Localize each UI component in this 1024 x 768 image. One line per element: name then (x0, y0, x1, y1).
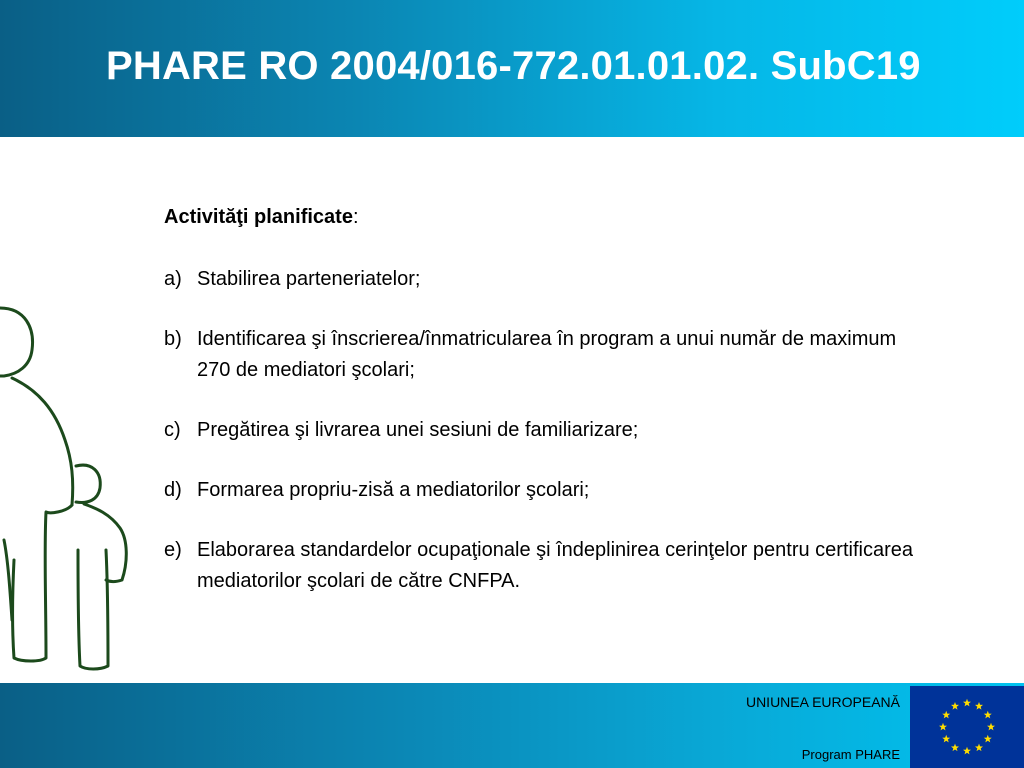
list-item-marker: b) (164, 328, 182, 350)
list-item (164, 475, 924, 506)
footer-eu-label: UNIUNEA EUROPEANĂ (745, 694, 900, 710)
section-heading-bold: Activităţi planificate (164, 206, 353, 228)
list-item-marker: c) (164, 419, 181, 441)
list-item-text: Elaborarea standardelor ocupaţionale şi îndeplinirea cerinţelor pentru certificarea mediatorilor şcolari de către CNFPA. (197, 539, 913, 592)
section-heading (164, 202, 924, 233)
list-item (164, 264, 924, 295)
activities-section (164, 202, 924, 597)
list-item-text: Identificarea şi înscrierea/înmatricularea în program a unui număr de maximum 270 de mediatori şcolari; (197, 328, 897, 381)
adult-and-child-outline-icon (0, 300, 140, 680)
list-item (164, 535, 924, 597)
footer-program-label: Program PHARE (801, 747, 900, 762)
eu-flag-icon (910, 686, 1024, 768)
list-item-text: Pregătirea şi livrarea unei sesiuni de familiarizare; (197, 419, 639, 441)
list-item-marker: a) (164, 268, 182, 290)
section-heading-colon: : (352, 206, 359, 228)
footer-bar (0, 683, 1024, 768)
list-item (164, 415, 924, 446)
list-item-text: Formarea propriu-zisă a mediatorilor şcolari; (197, 479, 590, 501)
list-item-text: Stabilirea parteneriatelor; (197, 268, 421, 290)
list-item (164, 324, 924, 386)
list-item-marker: d) (164, 479, 182, 501)
list-item-marker: e) (164, 539, 182, 561)
page-title: PHARE RO 2004/016-772.01.01.02. SubC19 (106, 44, 921, 88)
header-banner (0, 0, 1024, 137)
